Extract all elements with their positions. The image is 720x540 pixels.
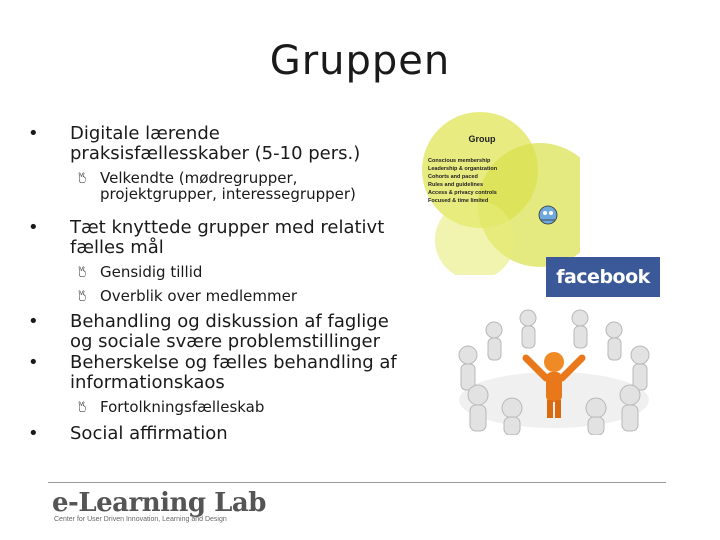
sub-bullet-text: Fortolkningsfælleskab <box>100 398 265 416</box>
group-venn-diagram <box>420 110 580 275</box>
bullet-item <box>28 353 398 392</box>
sub-bullet-item <box>28 171 398 202</box>
venn-item: Access & privacy controls <box>428 190 497 196</box>
bullet-item <box>28 312 398 351</box>
bullet-text: Behandling og diskussion af faglige og sociale svære problemstillinger <box>70 311 389 352</box>
venn-item: Leadership & organization <box>428 166 498 172</box>
bullet-text: Tæt knyttede grupper med relativt fælles mål <box>70 217 385 258</box>
bullet-glyph: • <box>28 311 39 332</box>
sub-bullet-text: Gensidig tillid <box>100 263 203 281</box>
logo-subtitle: Center for User Driven Innovation, Learning and Design <box>54 516 227 523</box>
bullet-item <box>28 124 398 163</box>
bullet-glyph: • <box>28 217 39 238</box>
bullet-text: Social affirmation <box>70 422 228 444</box>
sub-bullet-glyph: 🖔 <box>78 263 87 281</box>
sub-bullet-glyph: 🖔 <box>78 286 87 305</box>
sub-bullet-text: Velkendte (mødregrupper, projektgrupper, interessegrupper) <box>100 169 356 203</box>
slide-title: Gruppen <box>269 38 451 84</box>
venn-item: Focused & time limited <box>428 198 489 204</box>
sub-bullet-glyph: 🖔 <box>78 169 87 187</box>
sub-bullet-item <box>28 400 398 416</box>
facebook-logo: facebook <box>546 257 660 297</box>
bullet-text: Digitale lærende praksisfællesskaber (5-10 pers.) <box>70 123 361 164</box>
people-cluster-icon <box>539 206 557 224</box>
sub-bullet-glyph: 🖔 <box>78 398 87 416</box>
sub-bullet-item <box>28 265 398 281</box>
people-circle-image <box>448 300 660 435</box>
bullet-item <box>28 424 398 444</box>
bullet-text: Beherskelse og fælles behandling af informationskaos <box>70 352 397 393</box>
footer-divider <box>48 482 666 483</box>
sub-bullet-text: Overblik over medlemmer <box>100 286 297 305</box>
bullet-list <box>28 124 398 445</box>
sub-bullet-item <box>28 286 398 305</box>
venn-item: Cohorts and paced <box>428 174 478 180</box>
bullet-item <box>28 218 398 257</box>
bullet-glyph: • <box>28 352 39 373</box>
venn-item: Conscious membership <box>428 158 491 164</box>
venn-heading: Group <box>468 134 496 144</box>
bullet-glyph: • <box>28 123 39 144</box>
bullet-glyph: • <box>28 422 39 444</box>
venn-item: Rules and guidelines <box>428 182 484 188</box>
elearning-lab-logo: e-Learning Lab <box>52 488 266 518</box>
